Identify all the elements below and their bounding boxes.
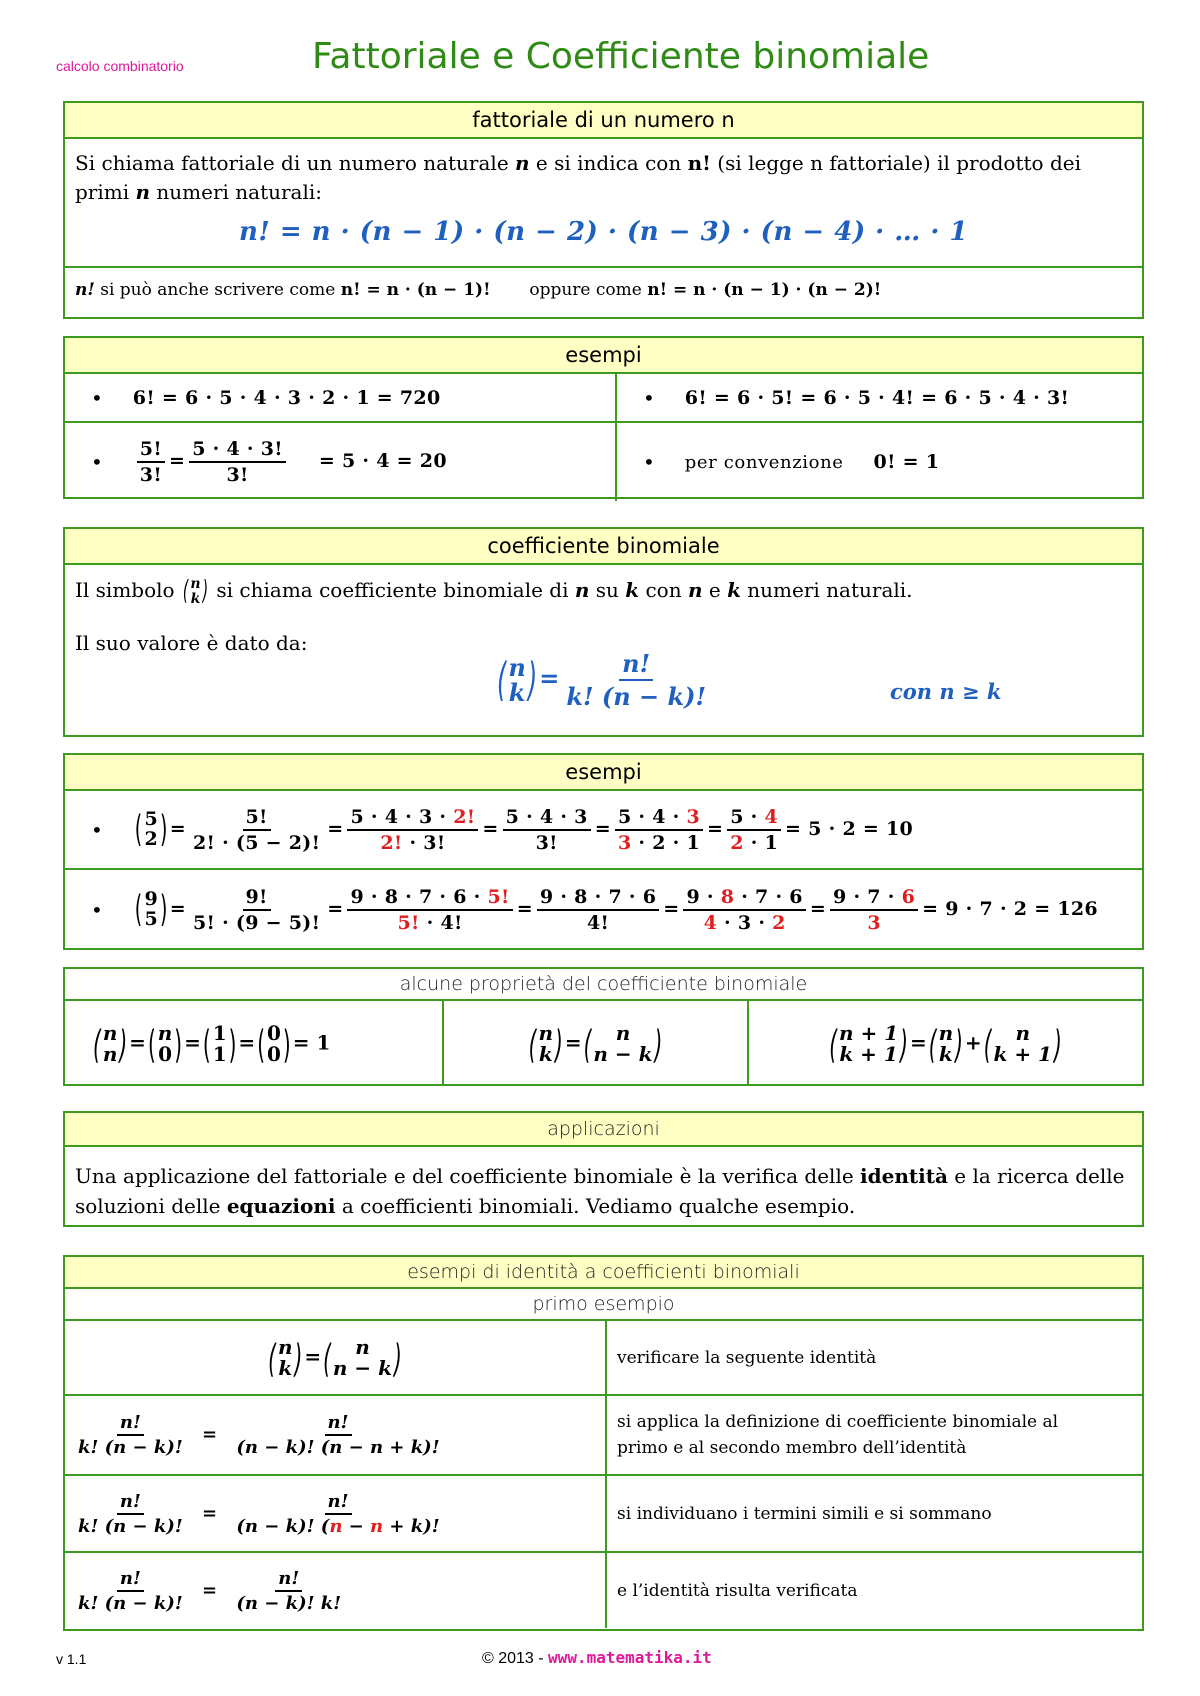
binomial-value-text: Il suo valore è dato da: [75,631,308,655]
examples-title: esempi [65,338,1142,374]
factorial-section [63,101,1144,319]
examples-row-2: • $\frac{5!}{3!}$ = $\frac{5 \cdot 4 \cdot 3!}{3!}$ = 5 · 4 = 20 • per convenzione 0! = 1 [65,423,1142,501]
property-edges: ( n n ) = ( n 0 ) = ( 1 1 ) = ( 0 0 ) = 1 [93,1020,331,1067]
identity-row-3: $\frac{n!}{k! (n - k)!}$ = $\frac{n!}{(n - k)! (n - n + k)!}$ si individuano i termini simili e si sommano [65,1476,1142,1553]
binomial-example-2: • ( 9 5 ) = $\frac{9!}{5! \cdot (9 - 5)!}$ = $\frac{9 \cdot 8 \cdot 7 \cdot 6 \cdot 5!}{5! \cdot 4!}$ = $\frac{9 \cdot 8 \cdot 7 \cdot 6}{4!}$ = $\frac{9 \cdot 8 \cdot 7 \cdot 6}{4 \cdot 3 \cdot 2}$ = $\frac{9 \cdot 7 \cdot 6}{3}$ = 9 · 7 · 2 = 126 [91,886,1098,934]
identities-subtitle: primo esempio [65,1289,1142,1321]
examples-row-1: • 6! = 6 · 5 · 4 · 3 · 2 · 1 = 720 • 6! = 6 · 5! = 6 · 5 · 4! = 6 · 5 · 4 · 3! [65,374,1142,423]
page-title: Fattoriale e Coefficiente binomiale [312,36,930,77]
property-pascal: ( n + 1 k + 1 ) = ( n k ) + ( n k + 1 ) [829,1020,1062,1067]
factorial-title: fattoriale di un numero n [65,103,1142,139]
identity-row-4: $\frac{n!}{k! (n - k)!}$ = $\frac{n!}{(n - k)! k!}$ e l’identità risulta verificata [65,1553,1142,1628]
factorial-definition: Si chiama fattoriale di un numero naturale n e si indica con n! (si legge n fattoriale) il prodotto dei primi n numeri naturali: n! = n · (n − 1) · (n − 2) · (n − 3) · (n − 4) · … · 1 [65,139,1142,268]
examples2-title: esempi [65,755,1142,791]
example-factorial-6-recursive: 6! = 6 · 5! = 6 · 5 · 4! = 6 · 5 · 4 · 3! [684,386,1070,409]
binomial-properties [63,967,1144,1086]
factorial-examples [63,336,1144,499]
binomial-definition: Il simbolo ( n k ) si chiama coefficiente binomiale di n su k con n e k numeri naturali. [75,576,913,607]
binomial-condition: con n ≥ k [890,679,1002,704]
binomial-section [63,527,1144,737]
properties-row [65,1001,1142,1086]
factorial-formula: n! = n · (n − 1) · (n − 2) · (n − 3) · (n − 4) · … · 1 [238,217,969,247]
applications-section [63,1111,1144,1227]
binomial-examples [63,753,1144,950]
applications-text: Una applicazione del fattoriale e del coefficiente binomiale è la verifica delle identità e la ricerca delle soluzioni delle equazioni a coefficienti binomiali. Vediamo qualche esempio. [75,1164,1125,1218]
binomial-example-1: • ( 5 2 ) = $\frac{5!}{2! \cdot (5 - 2)!}$ = $\frac{5 \cdot 4 \cdot 3 \cdot 2!}{2! \cdot 3!}$ = $\frac{5 \cdot 4 \cdot 3}{3!}$ = $\frac{5 \cdot 4 \cdot 3}{3 \cdot 2 \cdot 1}$ = $\frac{5 \cdot 4}{2 \cdot 1}$ = 5 · 2 = 10 [65,791,1142,870]
properties-title: alcune proprietà del coefficiente binomiale [65,969,1142,1001]
applications-title: applicazioni [65,1113,1142,1147]
copyright: © 2013 - www.matematika.it [482,1648,712,1667]
property-symmetry: ( n k ) = ( n n − k ) [528,1020,663,1067]
zero-factorial: 0! = 1 [873,451,940,473]
version-label: v 1.1 [56,1651,87,1667]
identity-row-1: ( n k ) = ( n n − k ) verificare la seguente identità [65,1321,1142,1396]
topic-label: calcolo combinatorio [56,58,184,74]
factorial-alternative: n! si può anche scrivere come n! = n · (n − 1)! oppure come n! = n · (n − 1) · (n − 2)! [75,280,882,300]
identity-row-2: $\frac{n!}{k! (n - k)!}$ = $\frac{n!}{(n - k)! (n - n + k)!}$ si applica la definizione di coefficiente binomiale al primo e al secondo membro dell’identità [65,1396,1142,1476]
example-factorial-6: 6! = 6 · 5 · 4 · 3 · 2 · 1 = 720 [132,386,441,409]
binomial-formula: ( n k ) = $\frac{n!}{k! (n - k)!}$ [497,649,706,711]
site-link[interactable]: www.matematika.it [548,1648,712,1667]
binomial-title: coefficiente binomiale [65,529,1142,565]
identities-section [63,1255,1144,1631]
example-ratio: $\frac{5!}{3!}$ = $\frac{5 \cdot 4 \cdot 3!}{3!}$ = 5 · 4 = 20 [133,438,447,486]
identities-title: esempi di identità a coefficienti binomiali [65,1257,1142,1289]
